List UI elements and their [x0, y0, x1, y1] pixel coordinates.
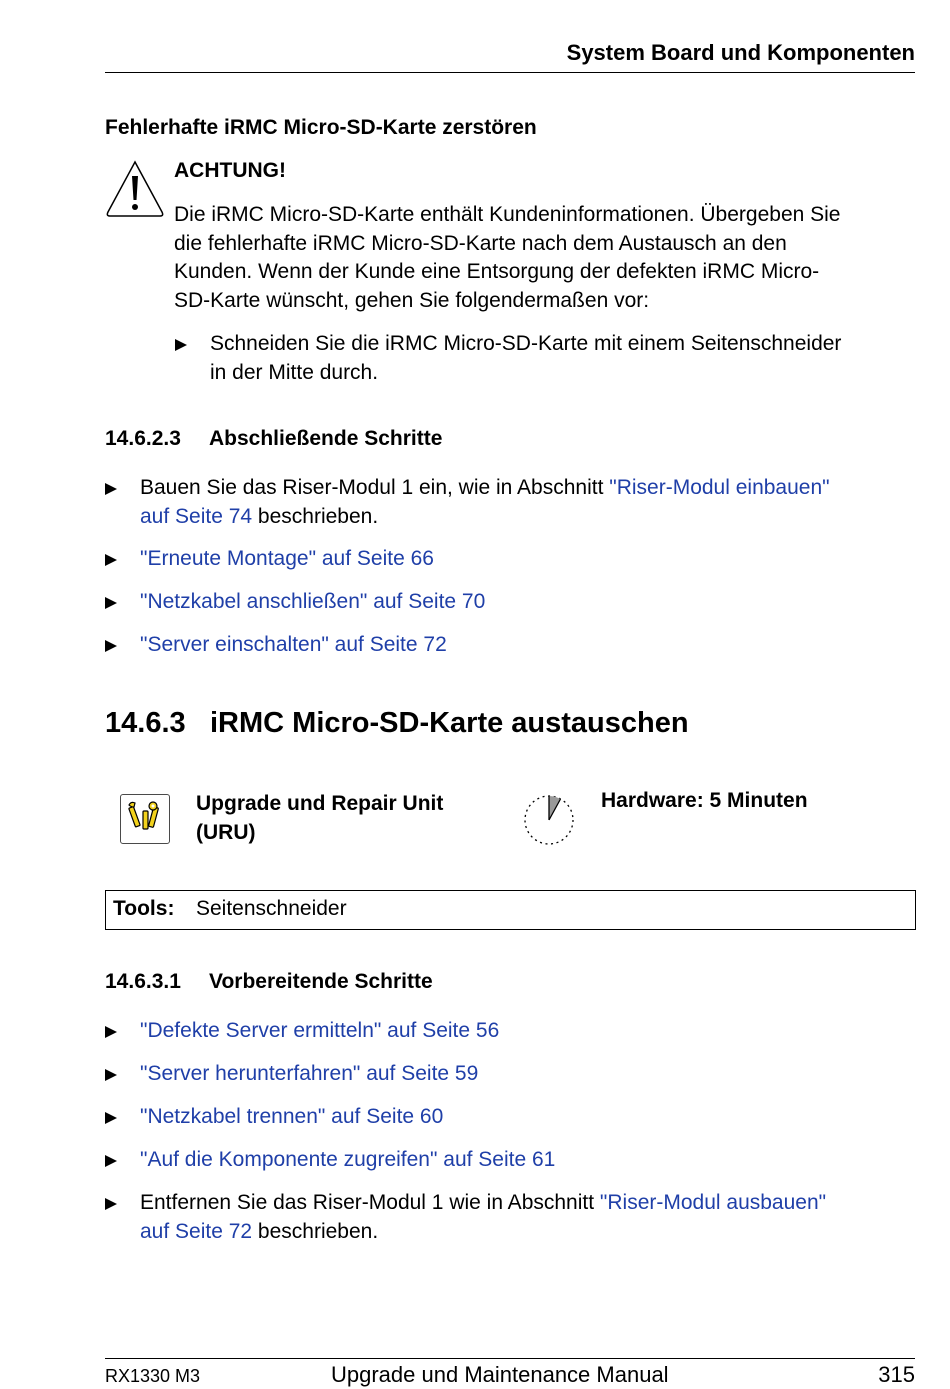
section-number: 14.6.3	[105, 707, 186, 739]
server-power-on-link[interactable]: "Server einschalten" auf Seite 72	[140, 633, 447, 656]
tools-box	[105, 890, 916, 930]
step-text: Entfernen Sie das Riser-Modul 1 wie in Abschnitt	[140, 1191, 600, 1214]
footer-manual-title: Upgrade und Maintenance Manual	[331, 1362, 669, 1387]
bullet-arrow-icon	[105, 1155, 117, 1167]
caution-step-line: Schneiden Sie die iRMC Micro-SD-Karte mit einem Seitenschneider	[210, 332, 842, 355]
subsection-number: 14.6.2.3	[105, 427, 181, 450]
identify-faulty-server-link[interactable]: "Defekte Server ermitteln" auf Seite 56	[140, 1019, 500, 1042]
unit-type-line: (URU)	[196, 821, 256, 844]
riser-module-install-link-page[interactable]: auf Seite 74	[140, 504, 253, 528]
bullet-arrow-icon	[105, 640, 117, 652]
caution-text-line: Die iRMC Micro-SD-Karte enthält Kundeninformationen. Übergeben Sie	[174, 203, 841, 226]
tools-label: Tools:	[113, 897, 175, 920]
step-text: beschrieben.	[252, 1219, 379, 1243]
riser-module-remove-link[interactable]: "Riser-Modul ausbauen"	[599, 1191, 827, 1214]
footer-divider	[105, 1358, 915, 1359]
connect-power-cable-link[interactable]: "Netzkabel anschließen" auf Seite 70	[140, 590, 486, 613]
bullet-arrow-icon	[105, 1026, 117, 1038]
page-number: 315	[878, 1362, 915, 1387]
bullet-arrow-icon	[105, 1069, 117, 1081]
subsection-title: Vorbereitende Schritte	[209, 970, 433, 993]
step-text: beschrieben.	[252, 504, 379, 528]
caution-text	[174, 201, 919, 315]
riser-module-install-link[interactable]: "Riser-Modul einbauen"	[609, 476, 830, 499]
caution-heading: ACHTUNG!	[174, 159, 286, 182]
bullet-arrow-icon	[105, 597, 117, 609]
page-header-title: System Board und Komponenten	[566, 40, 915, 65]
shutdown-server-link[interactable]: "Server herunterfahren" auf Seite 59	[140, 1062, 479, 1085]
bullet-arrow-icon	[105, 554, 117, 566]
unit-type-line: Upgrade und Repair Unit	[196, 792, 444, 815]
section-title: iRMC Micro-SD-Karte austauschen	[210, 707, 689, 739]
footer-model: RX1330 M3	[105, 1366, 201, 1386]
bullet-arrow-icon	[105, 1112, 117, 1124]
caution-text-line: SD-Karte wünscht, gehen Sie folgendermaßen vor:	[174, 288, 650, 312]
disconnect-power-cable-link[interactable]: "Netzkabel trennen" auf Seite 60	[140, 1105, 444, 1128]
subsection-title: Abschließende Schritte	[209, 427, 443, 450]
caution-step-line: in der Mitte durch.	[210, 360, 379, 384]
subsection-number: 14.6.3.1	[105, 970, 181, 993]
bullet-arrow-icon	[105, 1198, 117, 1210]
caution-text-line: die fehlerhafte iRMC Micro-SD-Karte nach dem Austausch an den	[174, 231, 787, 255]
bullet-arrow-icon	[175, 339, 187, 351]
riser-module-remove-link-page[interactable]: auf Seite 72	[140, 1219, 253, 1243]
bullet-arrow-icon	[105, 483, 117, 495]
tools-value: Seitenschneider	[196, 897, 347, 920]
warning-triangle-icon	[104, 160, 166, 218]
access-component-link[interactable]: "Auf die Komponente zugreifen" auf Seite 61	[140, 1148, 556, 1171]
reassembly-link[interactable]: "Erneute Montage" auf Seite 66	[140, 547, 434, 570]
clock-icon	[522, 793, 576, 847]
caution-text-line: Kunden. Wenn der Kunde eine Entsorgung der defekten iRMC Micro-	[174, 260, 820, 283]
hardware-time-label: Hardware: 5 Minuten	[601, 789, 808, 812]
unit-type-label	[196, 789, 443, 847]
tools-wrench-icon	[120, 794, 170, 844]
caution-section-title: Fehlerhafte iRMC Micro-SD-Karte zerstören	[105, 116, 537, 139]
step-text: Bauen Sie das Riser-Modul 1 ein, wie in Abschnitt	[140, 476, 610, 499]
header-divider	[105, 72, 915, 73]
